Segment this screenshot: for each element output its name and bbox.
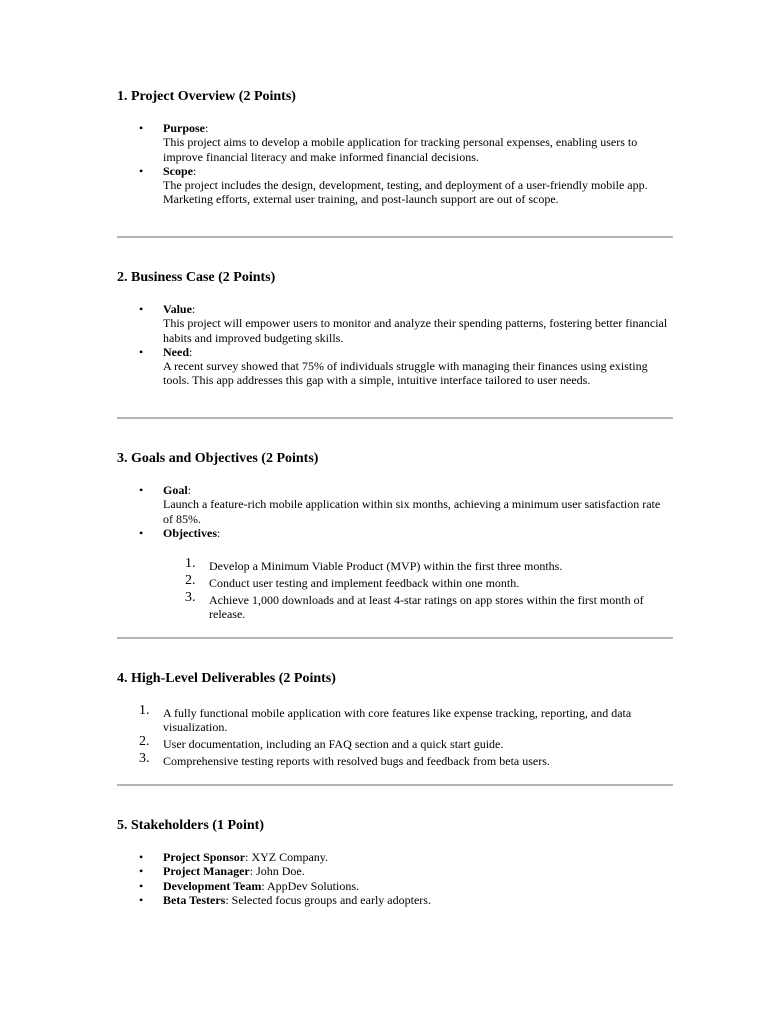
- list-item: [117, 556, 673, 573]
- term-separator: :: [216, 525, 221, 540]
- term-label: Need: [163, 344, 189, 359]
- deliverables-numbered-list: [117, 703, 673, 771]
- section-title-project-overview: 1. Project Overview (2 Points): [117, 89, 296, 104]
- term-text: The project includes the design, development, testing, and deployment of a user-friendly mobile app. Marketing efforts, external user training, and post-launch support are out of scope.: [163, 178, 648, 207]
- term-text: John Doe.: [256, 864, 305, 879]
- section-title-deliverables: 4. High-Level Deliverables (2 Points): [117, 671, 336, 686]
- term-separator: :: [187, 483, 192, 497]
- section-title-goals-objectives: 3. Goals and Objectives (2 Points): [117, 451, 319, 466]
- item-number: 2.: [185, 572, 196, 588]
- term-text: AppDev Solutions.: [267, 878, 360, 893]
- bullet-glyph: •: [139, 302, 144, 316]
- objectives-numbered-list: [117, 556, 673, 624]
- list-item: [117, 572, 673, 590]
- term-label: Project Manager: [163, 864, 250, 879]
- term-separator: :: [189, 344, 193, 359]
- term-label: Beta Testers: [163, 892, 226, 907]
- stakeholders-list: [117, 850, 673, 907]
- goals-list: [117, 483, 673, 540]
- term-separator: :: [225, 892, 229, 907]
- term-text: XYZ Company.: [251, 850, 328, 864]
- list-item: [117, 164, 673, 207]
- list-item: [117, 893, 673, 907]
- project-overview-list: [117, 121, 673, 207]
- bullet-glyph: •: [139, 878, 144, 893]
- list-item: [117, 879, 673, 893]
- item-text: Develop a Minimum Viable Product (MVP) within the first three months.: [209, 559, 563, 573]
- item-text: Comprehensive testing reports with resolved bugs and feedback from beta users.: [163, 753, 550, 768]
- business-case-list: [117, 302, 673, 388]
- term-text: A recent survey showed that 75% of individuals struggle with managing their finances using existing tools. This app addresses this gap with a simple, intuitive interface tailored to user needs.: [163, 359, 648, 388]
- term-separator: :: [191, 302, 196, 316]
- bullet-glyph: •: [139, 850, 144, 864]
- term-text: Launch a feature-rich mobile application within six months, achieving a minimum user satisfaction rate of 85%.: [163, 497, 661, 526]
- section-title-stakeholders: 5. Stakeholders (1 Point): [117, 818, 264, 833]
- item-number: 2.: [139, 734, 150, 750]
- bullet-glyph: •: [139, 163, 144, 178]
- bullet-glyph: •: [139, 892, 144, 907]
- list-item: [117, 703, 673, 735]
- bullet-glyph: •: [139, 344, 144, 359]
- item-text: Achieve 1,000 downloads and at least 4-star ratings on app stores within the first month of release.: [209, 592, 644, 621]
- list-item: [117, 121, 673, 164]
- list-item: [117, 589, 673, 622]
- section-divider: [117, 417, 673, 419]
- term-label: Development Team: [163, 878, 262, 893]
- term-text: Selected focus groups and early adopters.: [231, 892, 431, 907]
- term-text: This project will empower users to monitor and analyze their spending patterns, fostering better financial habits and improved budgeting skills.: [163, 316, 668, 345]
- item-number: 1.: [139, 703, 150, 718]
- section-divider: [117, 784, 673, 786]
- item-text: Conduct user testing and implement feedback within one month.: [209, 575, 520, 590]
- bullet-glyph: •: [139, 121, 144, 135]
- list-item: [117, 302, 673, 345]
- item-text: A fully functional mobile application with core features like expense tracking, reporting, and data visualization.: [163, 706, 632, 735]
- list-item: [117, 526, 673, 540]
- term-label: Scope: [163, 163, 193, 178]
- section-divider: [117, 637, 673, 639]
- bullet-glyph: •: [139, 525, 144, 540]
- bullet-glyph: •: [139, 864, 144, 879]
- term-separator: :: [245, 850, 249, 864]
- term-separator: :: [193, 163, 197, 178]
- list-item: [117, 734, 673, 752]
- bullet-glyph: •: [139, 483, 144, 497]
- list-item: [117, 345, 673, 388]
- term-label: Objectives: [163, 525, 217, 540]
- section-title-business-case: 2. Business Case (2 Points): [117, 270, 276, 285]
- term-label: Value: [163, 302, 192, 316]
- term-separator: :: [261, 878, 265, 893]
- term-separator: :: [205, 121, 209, 135]
- item-number: 3.: [185, 589, 196, 605]
- item-number: 3.: [139, 750, 150, 766]
- term-text: This project aims to develop a mobile application for tracking personal expenses, enabling users to improve financial literacy and make informed financial decisions.: [163, 135, 638, 164]
- term-label: Goal: [163, 483, 188, 497]
- list-item: [117, 750, 673, 768]
- term-label: Purpose: [163, 121, 205, 135]
- list-item: [117, 864, 673, 878]
- list-item: [117, 850, 673, 864]
- item-text: User documentation, including an FAQ section and a quick start guide.: [163, 737, 504, 752]
- item-number: 1.: [185, 556, 196, 571]
- term-label: Project Sponsor: [163, 850, 246, 864]
- term-separator: :: [249, 864, 254, 879]
- list-item: [117, 483, 673, 526]
- section-divider: [117, 236, 673, 238]
